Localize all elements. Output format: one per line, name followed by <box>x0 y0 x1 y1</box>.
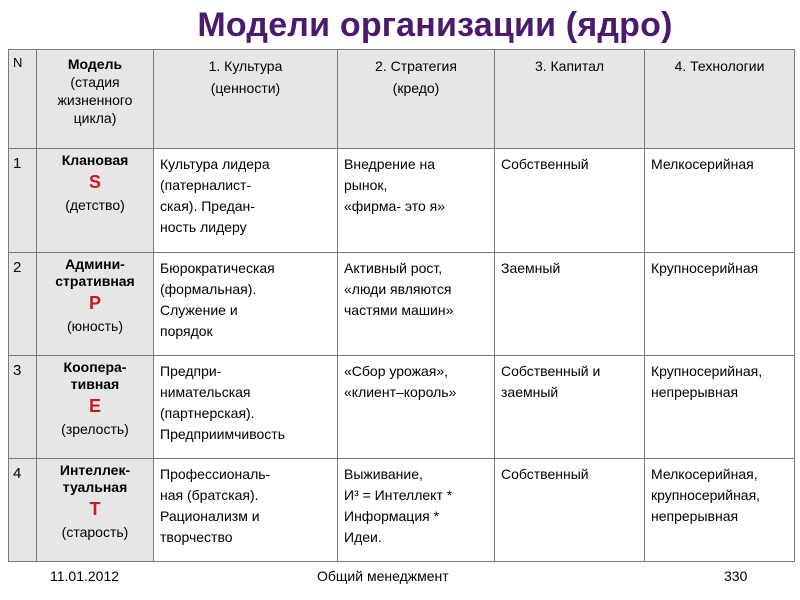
table-row <box>9 253 795 356</box>
strategy-line: Активный рост, <box>344 260 443 276</box>
model-cell <box>37 149 154 253</box>
capital-cell <box>495 356 645 459</box>
technology-line: Крупносерийная, <box>651 363 763 379</box>
strategy-line: «клиент–король» <box>344 384 457 400</box>
row-number: 2 <box>9 253 37 356</box>
header-capital: 3. Капитал <box>495 50 645 149</box>
culture-cell <box>154 253 338 356</box>
culture-line: Бюрократическая <box>160 260 275 276</box>
culture-cell <box>154 356 338 459</box>
model-stage: (детство) <box>65 197 125 213</box>
strategy-line: Идеи. <box>344 529 382 545</box>
technology-line: Крупносерийная <box>651 260 759 276</box>
culture-line: Культура лидера <box>160 156 270 172</box>
capital-cell <box>495 149 645 253</box>
table-row <box>9 459 795 562</box>
model-letter: T <box>89 499 101 519</box>
strategy-line: И³ = Интеллект * <box>344 487 453 503</box>
header-technology: 4. Технологии <box>645 50 795 149</box>
capital-cell <box>495 459 645 562</box>
model-name: Коопера- <box>63 359 127 375</box>
footer-course: Общий менеджмент <box>317 568 449 584</box>
culture-line: Рационализм и <box>160 508 260 524</box>
model-name: тивная <box>70 376 120 392</box>
model-cell <box>37 253 154 356</box>
strategy-line: рынок, <box>344 177 388 193</box>
culture-line: Служение и <box>160 302 238 318</box>
strategy-line: «фирма- это я» <box>344 198 446 214</box>
header-model-sub-2: жизненного <box>57 92 133 108</box>
strategy-line: «Сбор урожая», <box>344 363 449 379</box>
capital-line: Собственный и <box>501 363 601 379</box>
models-table <box>8 49 795 562</box>
model-letter: P <box>88 293 101 313</box>
technology-cell <box>645 459 795 562</box>
technology-line: непрерывная <box>651 508 739 524</box>
model-letter: E <box>88 396 101 416</box>
header-model-sub-3: цикла) <box>73 110 117 126</box>
model-stage: (зрелость) <box>61 421 129 437</box>
strategy-line: Внедрение на <box>344 156 436 172</box>
model-name: Админи- <box>65 256 125 272</box>
header-model-sub-1: (стадия <box>70 74 120 90</box>
strategy-line: частями машин» <box>344 302 454 318</box>
culture-line: ная (братская). <box>160 487 259 503</box>
culture-line: (патерналист- <box>160 177 252 193</box>
strategy-line: Выживание, <box>344 466 423 482</box>
footer-page-number: 330 <box>724 568 748 584</box>
technology-line: Мелкосерийная, <box>651 466 758 482</box>
footer-date: 11.01.2012 <box>50 568 120 584</box>
row-number: 4 <box>9 459 37 562</box>
models-table-wrapper <box>8 49 795 562</box>
culture-cell <box>154 149 338 253</box>
model-name: туальная <box>62 479 128 495</box>
strategy-line: Информация * <box>344 508 440 524</box>
header-strategy-sub: (кредо) <box>392 80 440 96</box>
technology-line: непрерывная <box>651 384 739 400</box>
technology-line: крупносерийная, <box>651 487 761 503</box>
strategy-cell <box>338 459 495 562</box>
strategy-cell <box>338 253 495 356</box>
technology-cell <box>645 149 795 253</box>
strategy-cell <box>338 356 495 459</box>
capital-line: Собственный <box>501 466 589 482</box>
culture-line: Предприимчивость <box>160 426 286 442</box>
page-title: Модели организации (ядро) <box>197 6 673 44</box>
culture-line: порядок <box>160 323 213 339</box>
row-number: 1 <box>9 149 37 253</box>
culture-line: (формальная). <box>160 281 257 297</box>
technology-cell <box>645 253 795 356</box>
model-stage: (старость) <box>61 524 129 540</box>
header-culture-title: 1. Культура <box>208 58 283 74</box>
header-culture <box>154 50 338 149</box>
capital-line: Собственный <box>501 156 589 172</box>
technology-line: Мелкосерийная <box>651 156 754 172</box>
header-strategy-title: 2. Стратегия <box>375 58 457 74</box>
model-letter: S <box>88 172 101 192</box>
model-cell <box>37 459 154 562</box>
header-model <box>37 50 154 149</box>
capital-line: Заемный <box>501 260 561 276</box>
culture-line: ская). Предан- <box>160 198 255 214</box>
table-row <box>9 356 795 459</box>
strategy-cell <box>338 149 495 253</box>
culture-line: Предпри- <box>160 363 222 379</box>
model-name: Интеллек- <box>59 462 131 478</box>
table-row <box>9 149 795 253</box>
culture-cell <box>154 459 338 562</box>
model-stage: (юность) <box>66 318 124 334</box>
strategy-line: «люди являются <box>344 281 452 297</box>
header-row <box>9 50 795 149</box>
capital-cell <box>495 253 645 356</box>
model-name: стративная <box>55 273 135 289</box>
culture-line: нимательская <box>160 384 251 400</box>
model-cell <box>37 356 154 459</box>
culture-line: (партнерская). <box>160 405 255 421</box>
model-name: Клановая <box>61 152 129 168</box>
culture-line: творчество <box>160 529 233 545</box>
header-model-title: Модель <box>67 56 123 72</box>
technology-cell <box>645 356 795 459</box>
header-culture-sub: (ценности) <box>210 80 281 96</box>
header-n: N <box>9 50 37 149</box>
capital-line: заемный <box>501 384 559 400</box>
culture-line: Профессиональ- <box>160 466 271 482</box>
header-strategy <box>338 50 495 149</box>
row-number: 3 <box>9 356 37 459</box>
culture-line: ность лидеру <box>160 219 247 235</box>
